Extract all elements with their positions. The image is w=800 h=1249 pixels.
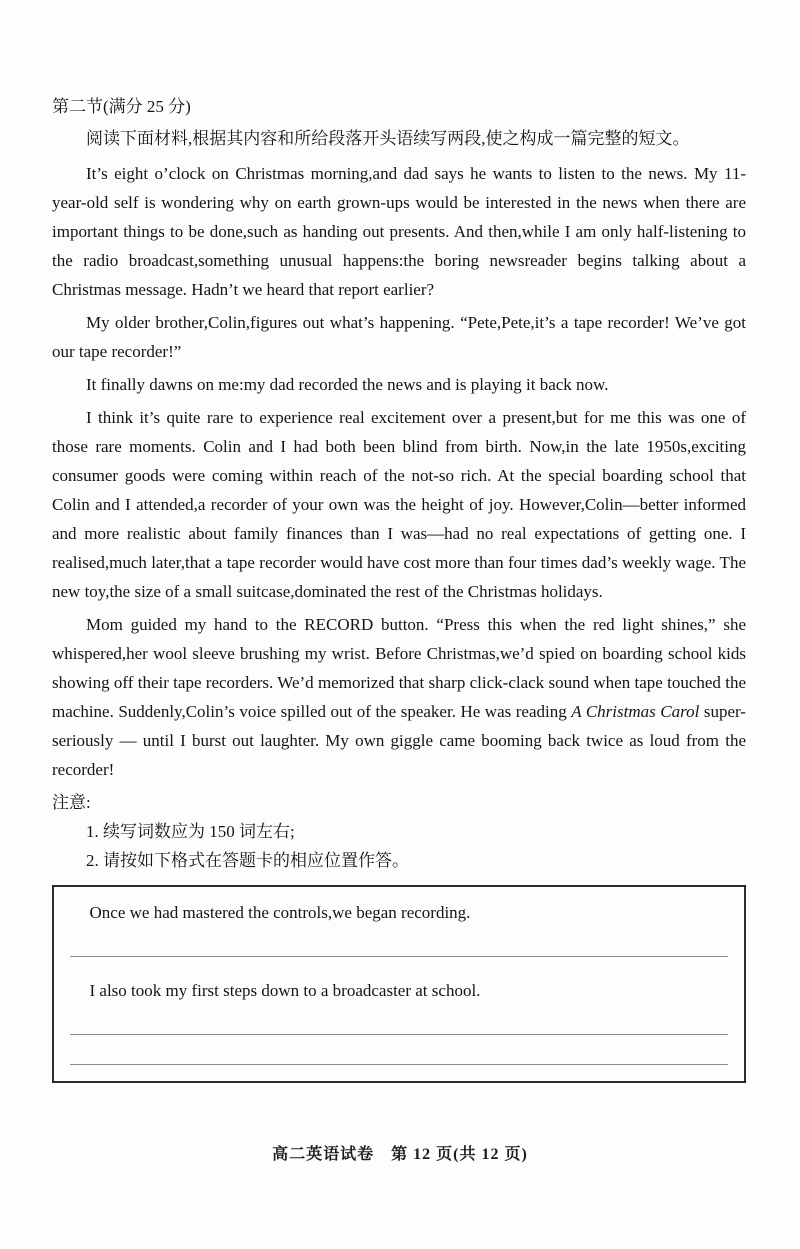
story-paragraph-2: My older brother,Colin,figures out what’s happening. “Pete,Pete,it’s a tape recorder! We’ve got our tape recorder!” [52,313,746,361]
writing-line [70,956,728,957]
story-paragraph-1: It’s eight o’clock on Christmas morning,and dad says he wants to listen to the news. My 11-year-old self is wondering why on earth grown-ups would be interested in the news when there are important things to be done,such as handing out presents. And then,while I am only half-listening to the radio broadcast,something unusual happens:the boring newsreader begins talking about a Christmas message. Hadn’t we heard that report earlier? [52,164,746,299]
notes-label: 注意: [52,793,91,812]
writing-line [70,1064,728,1065]
section-heading: 第二节(满分 25 分) [52,97,191,116]
writing-line [70,1034,728,1035]
book-title-italic: A Christmas Carol [571,702,700,721]
story-paragraph-5-text: Mom guided my hand to the RECORD button. “Press this when the red light shines,” she whispered,her wool sleeve brushing my wrist. Before Christmas,we’d spied on boarding school kids showing off their tape recorders. We’d memorized that sharp click-clack sound when tape touched the machine. Suddenly,Colin’s voice spilled out of the speaker. He was reading [52,615,746,721]
story-paragraph-5 [52,610,746,784]
instruction-text: 阅读下面材料,根据其内容和所给段落开头语续写两段,使之构成一篇完整的短文。 [86,129,690,148]
story-paragraph-5-text-after: super-seriously — until I burst out laughter. My own giggle came booming back twice as loud from the recorder! [52,702,746,779]
page-content [52,92,746,1083]
story-paragraph-3: It finally dawns on me:my dad recorded the news and is playing it back now. [86,375,609,394]
story-paragraph-4: I think it’s quite rare to experience real excitement over a present,but for me this was one of those rare moments. Colin and I had both been blind from birth. Now,in the late 1950s,exciting consumer goods were coming within reach of the not-so rich. At the special boarding school that Colin and I attended,a recorder of your own was the height of joy. However,Colin—better informed and more realistic about family finances than I was—had no real expectations of getting one. I realised,much later,that a tape recorder would have cost more than four times dad’s weekly wage. The new toy,the size of a small suitcase,dominated the rest of the Christmas holidays. [52,408,746,601]
answer-box [52,885,746,1083]
answer-prompt-2: I also took my first steps down to a broadcaster at school. [89,981,481,1000]
page-footer: 高二英语试卷 第 12 页(共 12 页) [272,1146,528,1163]
answer-prompt-1: Once we had mastered the controls,we began recording. [89,903,471,922]
note-item-2: 2. 请按如下格式在答题卡的相应位置作答。 [86,851,409,870]
note-item-1: 1. 续写词数应为 150 词左右; [86,822,295,841]
